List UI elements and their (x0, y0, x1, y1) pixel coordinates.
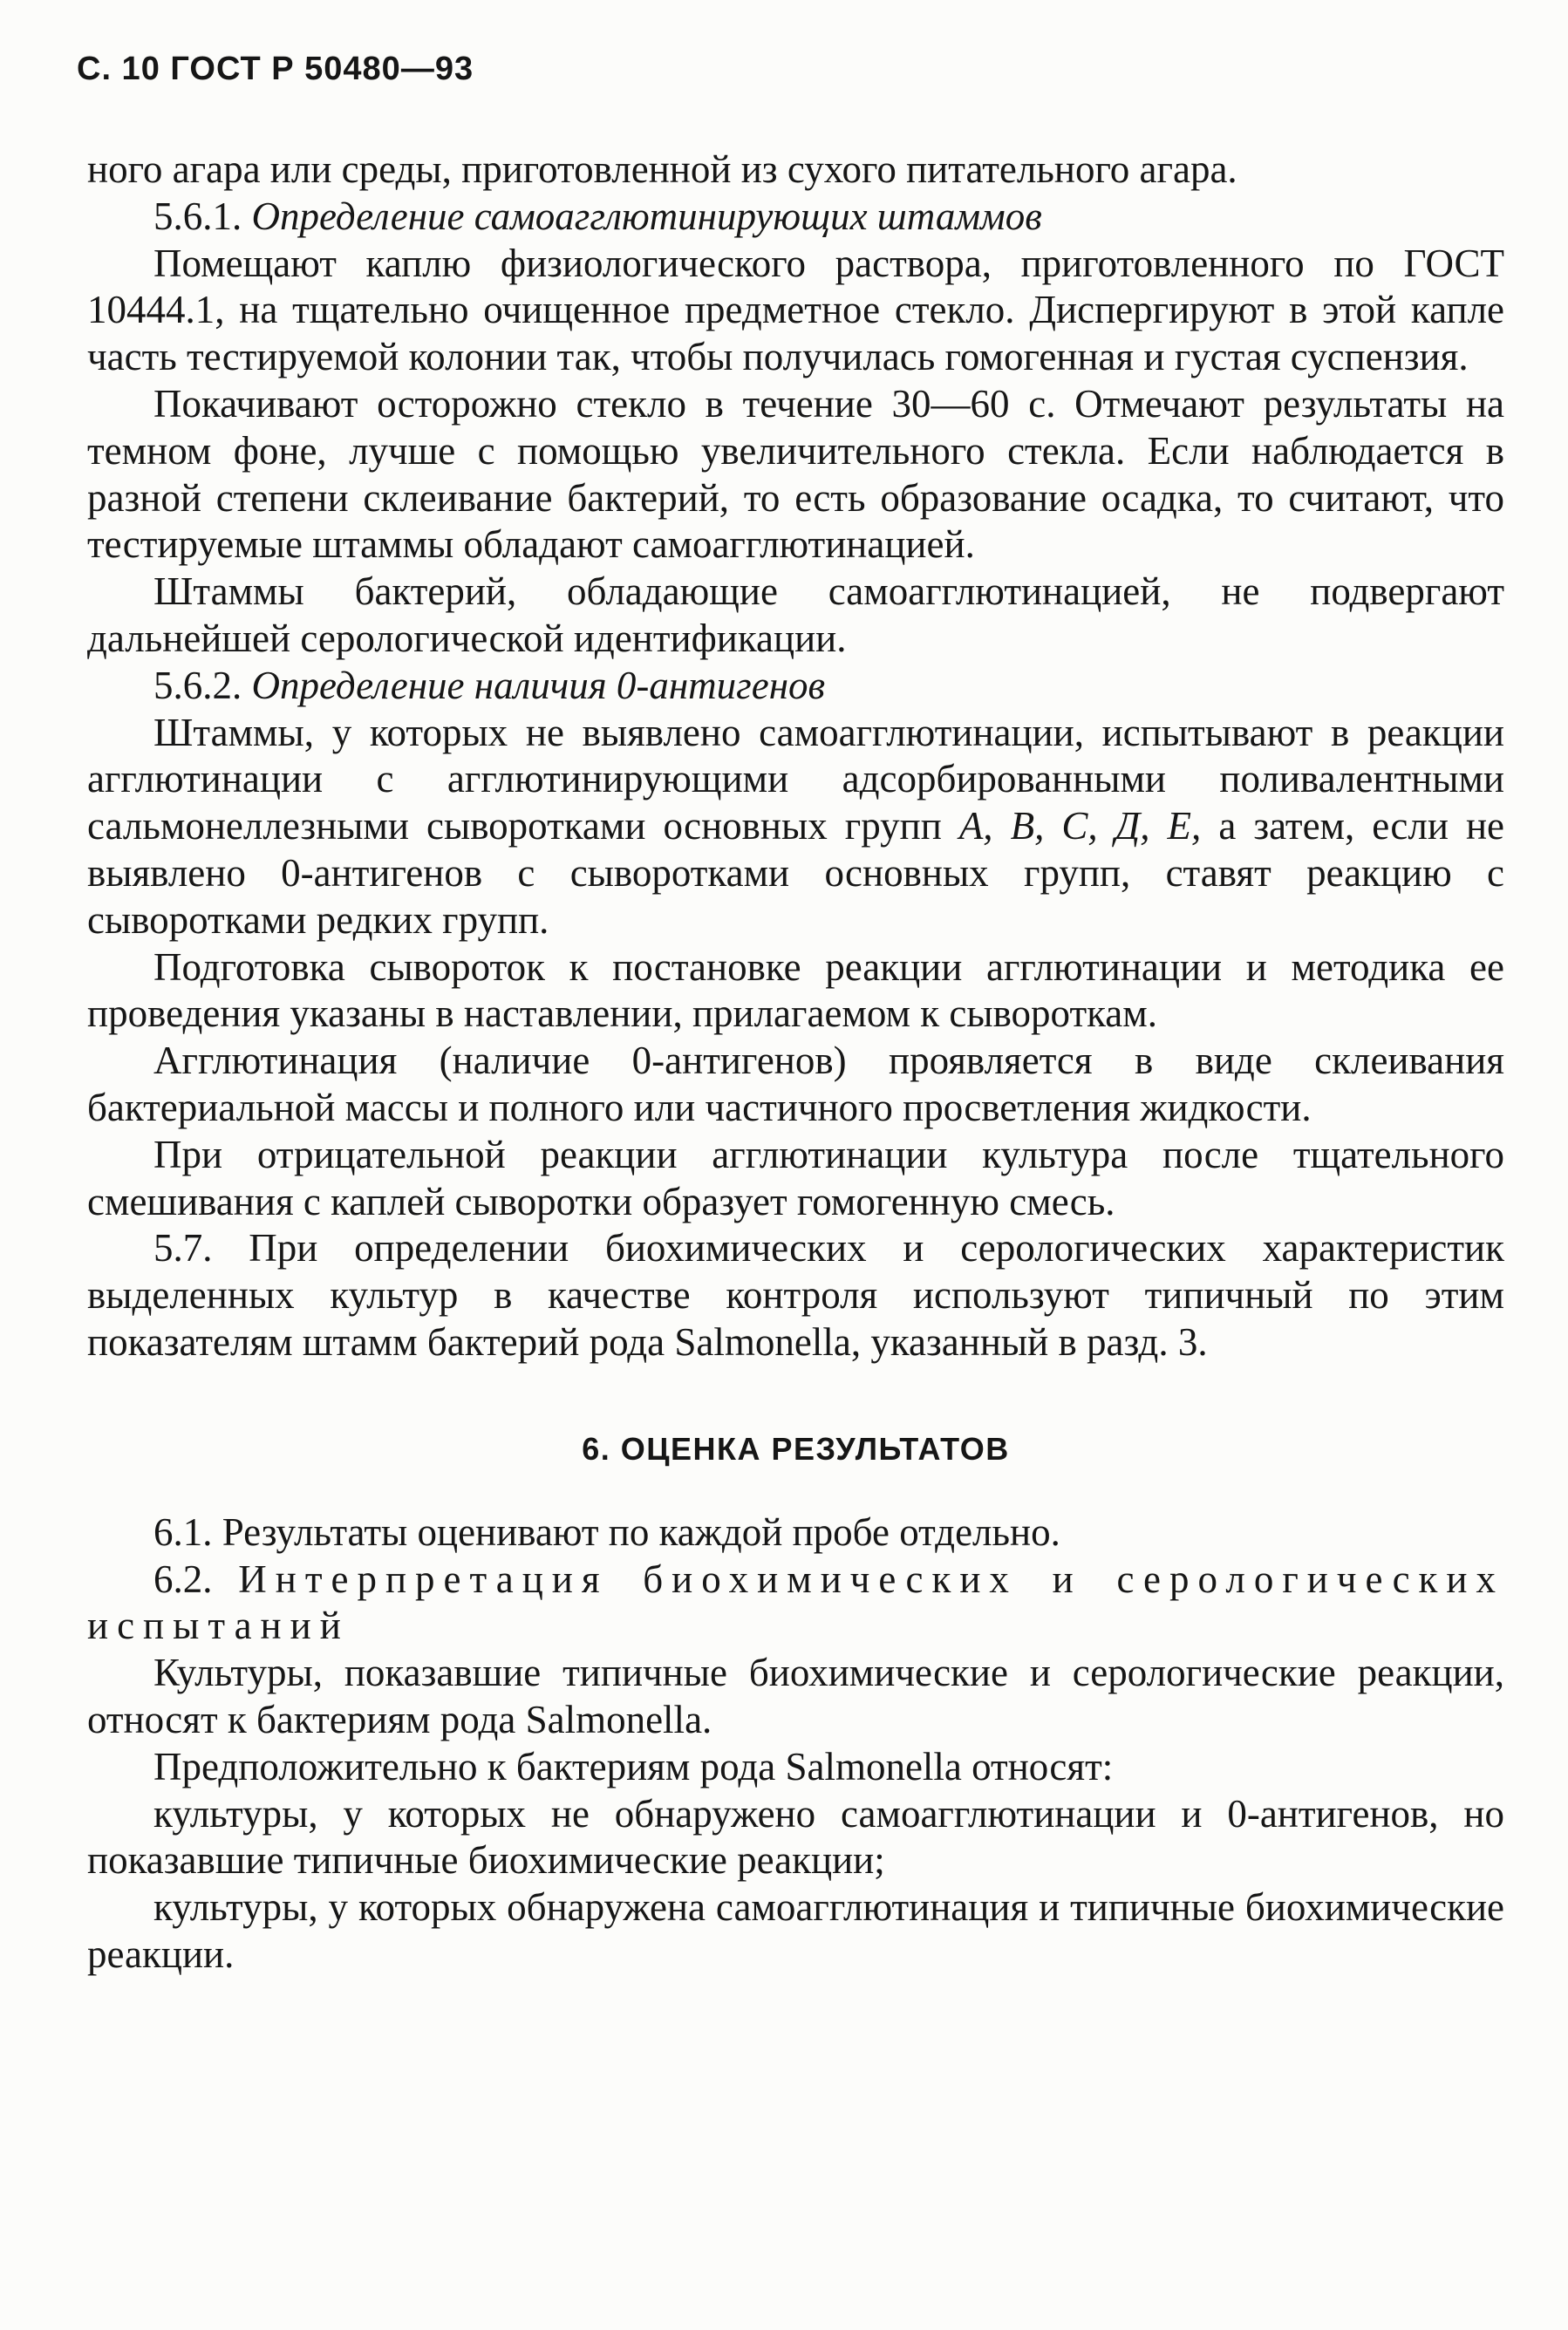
paragraph-intro: ного агара или среды, приготовленной из сухого питательного агара. (87, 147, 1237, 191)
subsection-heading-6-2 (87, 1557, 1504, 1651)
paragraph (87, 710, 1504, 944)
paragraph: При отрицательной реакции агглютинации культура после тщательного смешивания с каплей сыворотки образует гомогенную смесь. (87, 1132, 1504, 1223)
subsection-heading-5-6-1 (87, 194, 1504, 241)
paragraph: 6.1. Результаты оценивают по каждой пробе отдельно. (153, 1509, 1060, 1554)
subsection-title: Определение самоагглютинирующих штаммов (251, 194, 1042, 238)
subsection-number: 6.2. (153, 1557, 239, 1601)
subsection-number: 5.6.2. (153, 663, 252, 707)
subsection-title: Интерпретация биохимических и серологических испытаний (87, 1557, 1505, 1648)
paragraph: Помещают каплю физиологического раствора, приготовленного по ГОСТ 10444.1, на тщательно очищенное предметное стекло. Диспергируют в этой капле часть тестируемой колонии так, чтобы получилась гомогенная и густая суспензия. (87, 241, 1504, 379)
subsection-heading-5-6-2 (87, 663, 1504, 710)
paragraph: Покачивают осторожно стекло в течение 30—60 с. Отмечают результаты на темном фоне, лучше с помощью увеличительного стекла. Если наблюдается в разной степени склеивание бактерий, то есть образование осадка, то считают, что тестируемые штаммы обладают самоагглютинацией. (87, 381, 1504, 567)
subsection-title: Определение наличия 0-антигенов (251, 663, 826, 707)
paragraph: Культуры, показавшие типичные биохимические и серологические реакции, относят к бактериям рода Salmonella. (87, 1651, 1504, 1741)
document-body (87, 146, 1504, 1979)
paragraph: Агглютинация (наличие 0-антигенов) проявляется в виде склеивания бактериальной массы и полного или частичного просветления жидкости. (87, 1039, 1504, 1129)
subsection-number: 5.6.1. (153, 194, 252, 238)
paragraph: Штаммы бактерий, обладающие самоагглютинацией, не подвергают дальнейшей серологической идентификации. (87, 569, 1504, 660)
section-heading: 6. ОЦЕНКА РЕЗУЛЬТАТОВ (582, 1430, 1010, 1467)
text-run: Штаммы, у которых не выявлено самоагглютинации, испытывают в реакции агглютинации с агглютинирующими адсорбированными поливалентными сальмонеллезными сыворотками основных групп (87, 710, 1504, 848)
paragraph: Подготовка сывороток к постановке реакции агглютинации и методика ее проведения указаны в наставлении, прилагаемом к сывороткам. (87, 944, 1504, 1036)
serum-groups: А, В, С, Д, Е, (958, 804, 1202, 848)
paragraph: 5.7. При определении биохимических и серологических характеристик выделенных культур в качестве контроля используют типичный по этим показателям штамм бактерий рода Salmonella, указанный в разд. 3. (87, 1226, 1504, 1364)
page-header: С. 10 ГОСТ Р 50480—93 (77, 51, 474, 87)
paragraph: культуры, у которых обнаружена самоагглютинация и типичные биохимические реакции. (87, 1885, 1504, 1976)
text-run: а затем, если не выявлено 0-антигенов с сыворотками основных групп, ставят реакцию с сыворотками редких групп. (87, 804, 1504, 942)
paragraph: Предположительно к бактериям рода Salmonella относят: (153, 1744, 1114, 1788)
paragraph: культуры, у которых не обнаружено самоагглютинации и 0-антигенов, но показавшие типичные биохимические реакции; (87, 1791, 1504, 1883)
